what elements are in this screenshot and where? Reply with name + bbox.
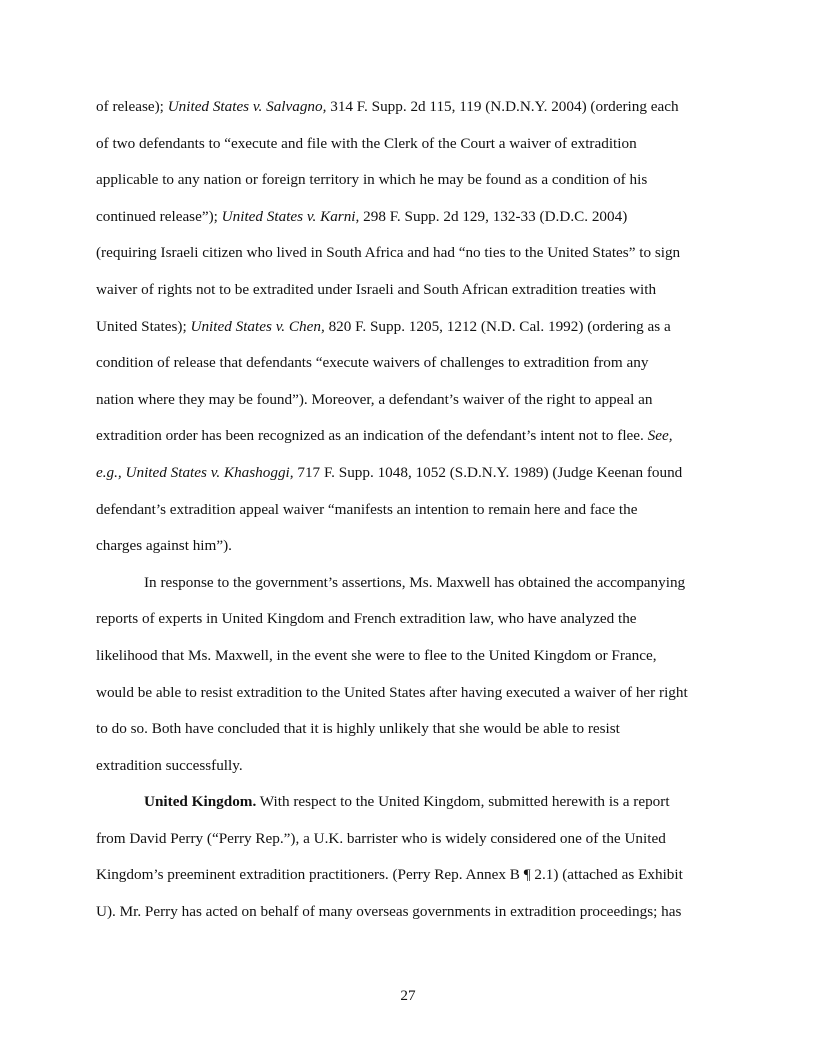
text-run: from David Perry (“Perry Rep.”), a U.K. barrister who is widely considered one of the United <box>96 829 666 847</box>
text-line <box>96 455 720 492</box>
document-body <box>96 89 720 931</box>
text-run: 314 F. Supp. 2d 115, 119 (N.D.N.Y. 2004) (ordering each <box>326 98 679 115</box>
page-number: 27 <box>400 987 416 1004</box>
text-line <box>96 272 720 309</box>
text-run: reports of experts in United Kingdom and French extradition law, who have analyzed the <box>96 610 637 628</box>
text-run: nation where they may be found”). Moreover, a defendant’s waiver of the right to appeal an <box>96 390 653 408</box>
text-run: 298 F. Supp. 2d 129, 132-33 (D.D.C. 2004) <box>359 207 628 225</box>
text-line <box>96 418 720 455</box>
text-line <box>96 528 720 565</box>
case-citation: United States v. Salvagno, <box>167 98 327 115</box>
text-run: (requiring Israeli citizen who lived in South Africa and had “no ties to the United States” to sign <box>96 244 681 262</box>
text-run: United States); <box>96 317 191 335</box>
text-run: In response to the government’s assertions, Ms. Maxwell has obtained the accompanying <box>144 573 686 591</box>
text-line <box>96 711 720 748</box>
text-line <box>96 235 720 272</box>
text-line <box>96 638 720 675</box>
text-line <box>96 675 720 712</box>
text-run: U). Mr. Perry has acted on behalf of many overseas governments in extradition proceedings; has <box>96 903 682 921</box>
text-line <box>96 565 720 602</box>
case-citation: e.g., United States v. Khashoggi, <box>96 463 294 481</box>
text-line <box>96 748 720 785</box>
case-citation: United States v. Karni, <box>221 207 360 225</box>
text-run: With respect to the United Kingdom, submitted herewith is a report <box>256 793 670 811</box>
case-citation: See, <box>647 427 673 445</box>
paragraph-experts <box>96 565 720 785</box>
text-run: 717 F. Supp. 1048, 1052 (S.D.N.Y. 1989) (Judge Keenan found <box>293 463 683 481</box>
text-run: would be able to resist extradition to the United States after having executed a waiver of her right <box>96 683 688 701</box>
text-run: defendant’s extradition appeal waiver “manifests an intention to remain here and face the <box>96 500 638 518</box>
text-line <box>96 492 720 529</box>
text-line <box>96 784 720 821</box>
section-heading: United Kingdom. <box>144 793 257 811</box>
text-run: likelihood that Ms. Maxwell, in the event she were to flee to the United Kingdom or France, <box>96 646 657 664</box>
text-run: applicable to any nation or foreign territory in which he may be found as a condition of his <box>96 171 648 189</box>
text-line <box>96 309 720 346</box>
text-run: Kingdom’s preeminent extradition practitioners. (Perry Rep. Annex B ¶ 2.1) (attached as Exhibit <box>96 866 683 884</box>
paragraph-continued-citation <box>96 89 720 565</box>
text-run: waiver of rights not to be extradited under Israeli and South African extradition treaties with <box>96 280 657 298</box>
text-line <box>96 126 720 163</box>
text-line <box>96 857 720 894</box>
text-run: extradition successfully. <box>96 756 243 774</box>
text-run: continued release”); <box>96 207 222 225</box>
text-run: charges against him”). <box>96 537 232 555</box>
text-run: condition of release that defendants “execute waivers of challenges to extradition from any <box>96 354 649 372</box>
case-citation: United States v. Chen, <box>190 317 325 335</box>
text-line <box>96 894 720 931</box>
text-run: to do so. Both have concluded that it is highly unlikely that she would be able to resist <box>96 720 620 738</box>
text-line <box>96 382 720 419</box>
text-run: extradition order has been recognized as an indication of the defendant’s intent not to flee. <box>96 427 648 445</box>
text-run: of release); <box>96 98 168 115</box>
text-run: 820 F. Supp. 1205, 1212 (N.D. Cal. 1992) (ordering as a <box>324 317 671 335</box>
paragraph-united-kingdom <box>96 784 720 930</box>
text-line <box>96 89 720 126</box>
text-line <box>96 821 720 858</box>
text-line <box>96 199 720 236</box>
text-line <box>96 601 720 638</box>
text-run: of two defendants to “execute and file with the Clerk of the Court a waiver of extradition <box>96 134 637 152</box>
text-line <box>96 345 720 382</box>
text-line <box>96 162 720 199</box>
